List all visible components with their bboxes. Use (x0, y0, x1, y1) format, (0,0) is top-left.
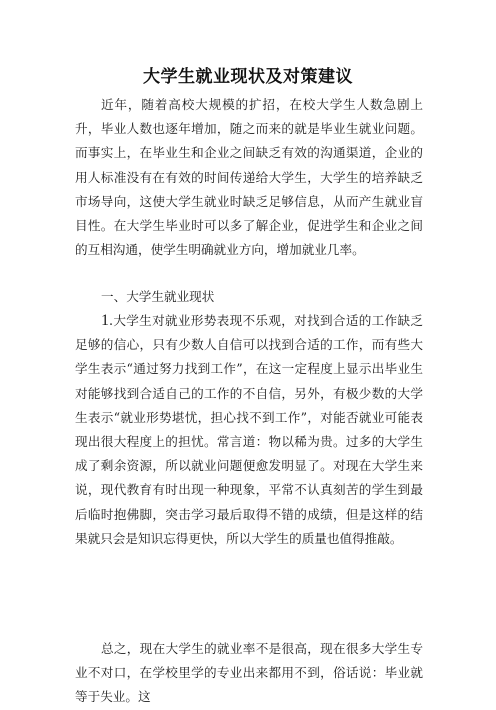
intro-paragraph: 近年，随着高校大规模的扩招，在校大学生人数急剧上升，毕业人数也逐年增加，随之而来的就是毕业生就业问题。而事实上，在毕业生和企业之间缺乏有效的沟通渠道，企业的用人标准没有在有效的时间传递给大学生，大学生的培养缺乏市场导向，这使大学生就业时缺乏足够信息，从而产生就业盲目性。在大学生毕业时可以多了解企业，促进学生和企业之间的互相沟通，使学生明确就业方向，增加就业几率。 (75, 97, 423, 258)
section-heading: 一、大学生就业现状 (101, 289, 215, 304)
summary-paragraph: 总之，现在大学生的就业率不是很高，现在很多大学生专业不对口，在学校里学的专业出来都用不到，俗话说：毕业就等于失业。这 (75, 641, 423, 705)
status-paragraph (75, 309, 423, 551)
paragraph-number: 1 (101, 312, 109, 329)
status-paragraph-text: .大学生对就业形势表现不乐观，对找到合适的工作缺乏足够的信心，只有少数人自信可以找到合适的工作，而有些大学生表示“通过努力找到工作”，在这一定程度上显示出毕业生对能够找到合适自己的工作的不自信，另外，有极少数的大学生表示“就业形势堪忧，担心找不到工作”，对能否就业可能表现出很大程度上的担忧。常言道：物以稀为贵。过多的大学生成了剩余资源，所以就业问题便愈发明显了。对现在大学生来说，现代教育有时出现一种现象，平常不认真刻苦的学生到最后临时抱佛脚，突击学习最后取得不错的成绩，但是这样的结果就只会是知识忘得更快，所以大学生的质量也值得推敲。 (75, 313, 423, 546)
document-title: 大学生就业现状及对策建议 (143, 67, 353, 87)
